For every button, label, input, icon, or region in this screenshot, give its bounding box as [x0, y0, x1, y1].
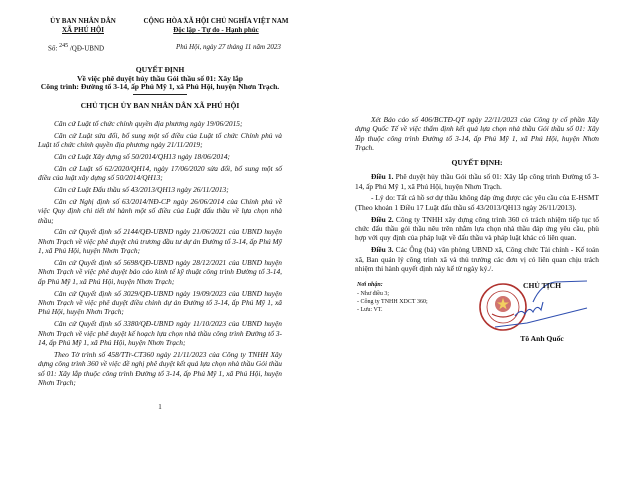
legal-basis-item: Căn cứ Quyết định số 5698/QĐ-UBND ngày 28/12/2021 của UBND huyện Nhơn Trạch về việc phê duyệt báo cáo kinh tế kỹ thuật công trình Đường tổ 3-14, ấp Phú Mỹ 1, xã Phú Hội, huyện Nhơn Trạch;	[38, 258, 282, 286]
article-text: Các Ông (bà) văn phòng UBND xã, Công chức Tài chính - Kế toán xã, Ban quản lý công trình xã và thủ trưởng các đơn vị có liên quan chịu trách nhiệm thi hành quyết định này kể từ ngày ký./.	[355, 245, 599, 274]
document-title	[30, 66, 290, 92]
recipients	[357, 281, 428, 314]
legal-bases	[38, 119, 282, 387]
red-seal-icon	[480, 284, 526, 330]
legal-basis-item: Theo Tờ trình số 458/TTr-CT360 ngày 21/11/2023 của Công ty TNHH Xây dựng công trình 360 về việc đề nghị phê duyệt kết quả lựa chọn nhà thầu Gói thầu số 01: Xây lắp thuộc công trình Đường tổ 3-14, ấp Phú Mỹ 1, xã Phú Hội, huyện Nhơn Trạch;	[38, 349, 282, 388]
article	[355, 172, 599, 191]
issuing-agency	[40, 17, 126, 35]
subject-line: Về việc phê duyệt hủy thầu Gói thầu số 01: Xây lắp	[76, 73, 244, 83]
page-2-body	[355, 115, 599, 353]
document-number	[48, 43, 104, 52]
divider	[133, 94, 187, 95]
number-value: 245	[59, 43, 69, 49]
number-prefix: Số:	[48, 44, 58, 53]
recipient-item: - Lưu: VT.	[357, 307, 383, 314]
consideration-text: Xét Báo cáo số 406/BCTĐ-QT ngày 22/11/2023 của Công ty cổ phần Xây dựng Quốc Tế về việc thẩm định kết quả lựa chọn nhà thầu Gói thầu số 01: Xây lắp thuộc công trình Đường tổ 3-14, ấp Phú Mỹ 1, xã Phú Hội, huyện Nhơn Trạch.	[355, 115, 599, 153]
articles	[355, 172, 599, 273]
article-text: Phê duyệt hủy thầu Gói thầu số 01: Xây lắp công trình Đường tổ 3-14, ấp Phú Mỹ 1, xã Phú Hội, huyện Nhơn Trạch.	[355, 172, 599, 191]
legal-basis-item: Căn cứ Luật sửa đổi, bổ sung một số điều của Luật tổ chức Chính phủ và Luật tổ chức chính quyền địa phương ngày 21/11/2019;	[38, 130, 282, 150]
agency-commune: XÃ PHÚ HỘI	[62, 26, 104, 34]
article-label: Điều 2.	[371, 214, 394, 224]
legal-basis-item: Căn cứ Quyết định số 3029/QĐ-UBND ngày 19/09/2023 của UBND huyện Nhơn Trạch về việc phê duyệt điều chỉnh dự án Đường tổ 3-14, ấp Phú Mỹ 1, xã Phú Hội, huyện Nhơn Trạch;	[38, 288, 282, 317]
recipient-item: - Công ty TNHH XDCT 360;	[357, 298, 428, 305]
recipients-title: Nơi nhận:	[357, 282, 383, 289]
article-label: Điều 1.	[371, 172, 394, 182]
page-1-body	[38, 119, 282, 411]
signer-name: Tô Anh Quốc	[520, 334, 564, 344]
legal-basis-item: Căn cứ Quyết định số 2144/QĐ-UBND ngày 21/06/2021 của UBND huyện Nhơn Trạch về việc phê duyệt chủ trương đầu tư dự án Đường tổ 3-14, ấp Phú Mỹ 1, xã Phú Hội, huyện Nhơn Trạch;	[38, 227, 282, 256]
document-page-2	[320, 0, 640, 503]
page-number: 1	[158, 403, 162, 412]
nation-motto: Độc lập - Tự do - Hạnh phúc	[173, 26, 259, 34]
signer-title: CHỦ TỊCH	[522, 281, 562, 291]
nation-title: CỘNG HÒA XÃ HỘI CHỦ NGHĨA VIỆT NAM	[143, 17, 289, 25]
article	[355, 215, 599, 243]
legal-basis-item: Căn cứ Luật Xây dựng số 50/2014/QH13 ngày 18/06/2014;	[54, 152, 230, 161]
recipient-item: - Như điều 3;	[357, 290, 390, 297]
number-suffix: /QĐ-UBND	[69, 44, 105, 53]
article-text: Công ty TNHH xây dựng công trình 360 có trách nhiệm tiếp tục tổ chức đấu thầu gói thầu nêu trên nhằm lựa chọn nhà thầu đáp ứng yêu cầu, phù hợp với quy định của pháp luật về đấu thầu và pháp luật khác có liên quan.	[355, 214, 599, 243]
authority-heading: CHỦ TỊCH ỦY BAN NHÂN DÂN XÃ PHÚ HỘI	[80, 101, 240, 110]
signature-block	[355, 281, 599, 353]
legal-basis-item: Căn cứ Luật số 62/2020/QH14, ngày 17/06/2020 sửa đổi, bổ sung một số điều của luật xây dựng số 50/2014/QH13;	[38, 163, 282, 183]
consideration	[355, 115, 599, 153]
legal-basis-item: Căn cứ Luật tổ chức chính quyền địa phương ngày 19/06/2015;	[54, 119, 243, 128]
place-date: Phú Hội, ngày 27 tháng 11 năm 2023	[176, 43, 281, 51]
article-label: Điều 3.	[371, 245, 394, 255]
subject-line: Công trình: Đường tổ 3-14, ấp Phú Mỹ 1, xã Phú Hội, huyện Nhơn Trạch.	[40, 82, 280, 92]
legal-basis-item: Căn cứ Nghị định số 63/2014/NĐ-CP ngày 26/06/2014 của Chính phủ về việc Quy định chi tiết thi hành một số điều của Luật đấu thầu về lựa chọn nhà thầu;	[38, 196, 282, 225]
article-text: - Lý do: Tất cả hồ sơ dự thầu không đáp ứng được các yêu cầu của E-HSMT (Theo khoản 1 Điều 17 Luật đấu thầu số 43/2013/QH13 ngày 26/11/2013).	[355, 193, 599, 212]
legal-basis-item: Căn cứ Quyết định số 3380/QĐ-UBND ngày 11/10/2023 của UBND huyện Nhơn Trạch về việc phê duyệt kế hoạch lựa chọn nhà thầu công trình Đường tổ 3-14, ấp Phú Mỹ 1, xã Phú Hội, huyện Nhơn Trạch;	[38, 319, 282, 348]
agency-name: ỦY BAN NHÂN DÂN	[50, 17, 116, 25]
doc-type: QUYẾT ĐỊNH	[135, 65, 185, 74]
article	[355, 245, 599, 273]
decision-heading: QUYẾT ĐỊNH:	[451, 157, 503, 167]
legal-basis-item: Căn cứ Luật Đấu thầu số 43/2013/QH13 ngày 26/11/2013;	[54, 185, 229, 194]
article	[355, 193, 599, 212]
national-header	[136, 17, 296, 35]
